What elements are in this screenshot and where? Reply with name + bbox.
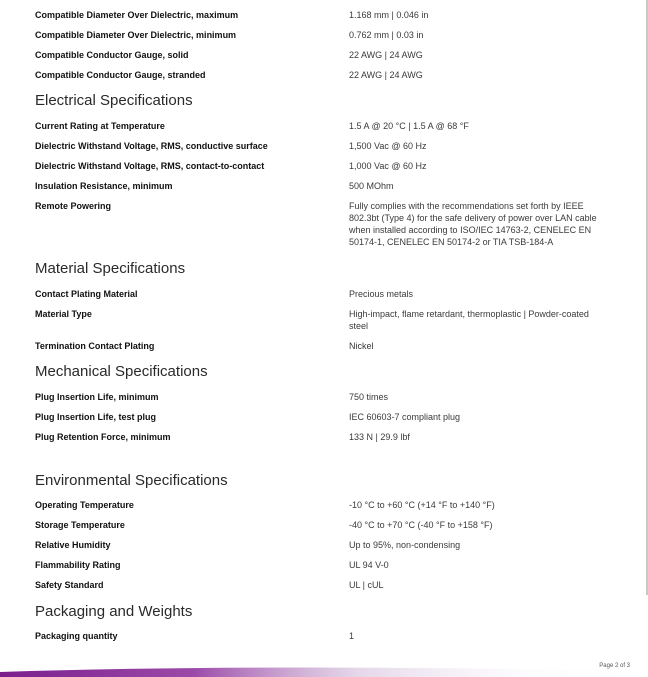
section-heading-material: Material Specifications [35,260,186,277]
spec-label: Packaging quantity [35,631,118,641]
spec-label: Current Rating at Temperature [35,121,165,131]
spec-label: Dielectric Withstand Voltage, RMS, conductive surface [35,141,268,151]
spec-value: 133 N | 29.9 lbf [349,432,410,442]
spec-label: Remote Powering [35,201,112,211]
spec-label: Compatible Conductor Gauge, stranded [35,70,206,80]
spec-label: Contact Plating Material [35,289,138,299]
spec-label: Plug Retention Force, minimum [35,432,171,442]
spec-value: Precious metals [349,289,414,299]
spec-value: 750 times [349,392,389,402]
spec-value: -40 °C to +70 °C (-40 °F to +158 °F) [349,520,493,530]
spec-label: Compatible Conductor Gauge, solid [35,50,189,60]
section-heading-electrical: Electrical Specifications [35,92,193,109]
spec-label: Plug Insertion Life, test plug [35,412,157,422]
spec-value: 22 AWG | 24 AWG [349,50,423,60]
spec-label: Relative Humidity [35,540,111,550]
section-heading-mechanical: Mechanical Specifications [35,363,208,380]
spec-label: Plug Insertion Life, minimum [35,392,159,402]
spec-label: Storage Temperature [35,520,125,530]
spec-value: Fully complies with the recommendations set forth by IEEE 802.3bt (Type 4) for the safe delivery of power over LAN cable when installed according to ISO/IEC 14763-2, CENELEC EN 50174-1, CENELEC EN 50174-2 or TIA TSB-184-A [349,201,597,247]
spec-value: UL 94 V-0 [349,560,389,570]
spec-label: Insulation Resistance, minimum [35,181,173,191]
spec-label: Flammability Rating [35,560,121,570]
spec-value: 1.168 mm | 0.046 in [349,10,429,20]
spec-value: IEC 60603-7 compliant plug [349,412,461,422]
spec-label: Material Type [35,309,92,319]
spec-value: 0.762 mm | 0.03 in [349,30,424,40]
spec-label: Compatible Diameter Over Dielectric, maximum [35,10,239,20]
page-number: Page 2 of 3 [599,663,630,669]
spec-label: Dielectric Withstand Voltage, RMS, contact-to-contact [35,161,265,171]
spec-label: Safety Standard [35,580,104,590]
spec-value: -10 °C to +60 °C (+14 °F to +140 °F) [349,500,495,510]
spec-value: Up to 95%, non-condensing [349,540,461,550]
footer-accent-bar [0,663,648,677]
spec-value: High-impact, flame retardant, thermoplastic | Powder-coated steel [349,309,589,331]
spec-label: Compatible Diameter Over Dielectric, minimum [35,30,237,40]
spec-label: Termination Contact Plating [35,341,155,351]
spec-value: 500 MOhm [349,181,394,191]
spec-value: Nickel [349,341,374,351]
spec-value: 1,000 Vac @ 60 Hz [349,161,427,171]
spec-value: UL | cUL [349,580,384,590]
section-heading-environmental: Environmental Specifications [35,472,228,489]
spec-value: 1.5 A @ 20 °C | 1.5 A @ 68 °F [349,121,469,131]
spec-value: 22 AWG | 24 AWG [349,70,423,80]
spec-label: Operating Temperature [35,500,134,510]
spec-value: 1 [349,631,355,641]
section-heading-packaging: Packaging and Weights [35,603,193,620]
spec-value: 1,500 Vac @ 60 Hz [349,141,427,151]
